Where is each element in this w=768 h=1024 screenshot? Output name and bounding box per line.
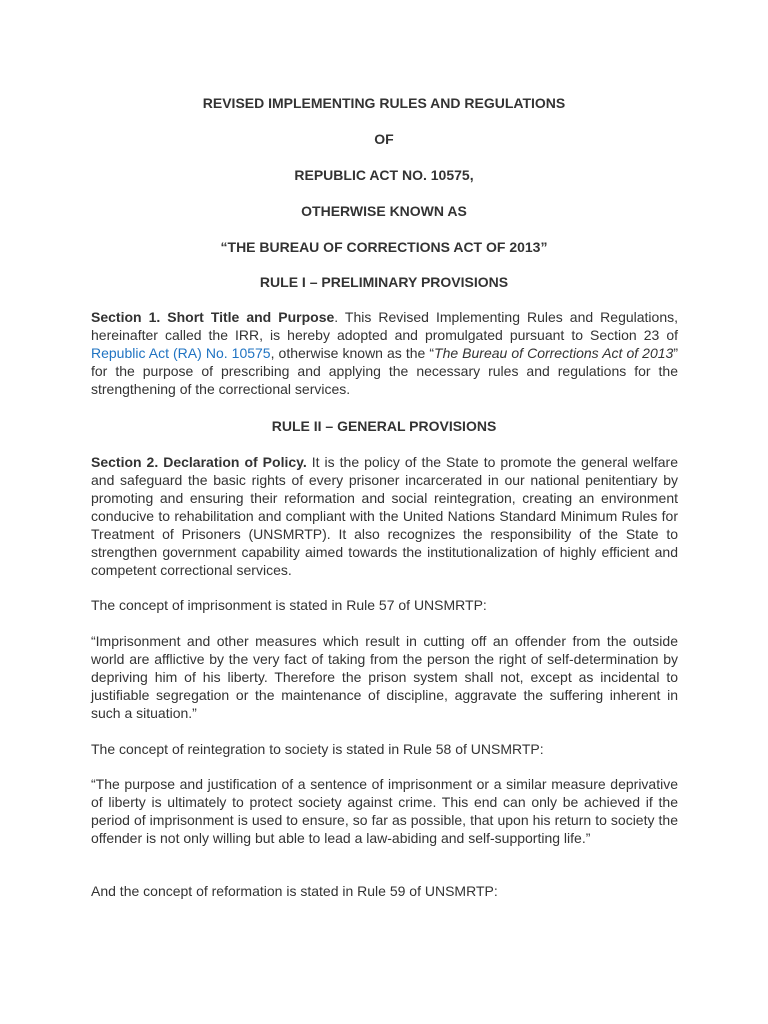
section-1-text-b: , otherwise known as the “ bbox=[270, 345, 435, 361]
section-2-text: It is the policy of the State to promote the general welfare and safeguard the basic rights of every prisoner incarcerated in our national penitentiary by promoting and ensuring their reformation and social reintegration, creating an environment conducive to rehabilitation and compliant with the United Nations Standard Minimum Rules for Treatment of Prisoners (UNSMRTP). It also recognizes the responsibility of the State to strengthen government capability aimed towards the institutionalization of highly efficient and competent correctional services. bbox=[91, 454, 679, 578]
title-line-3: REPUBLIC ACT NO. 10575, bbox=[294, 167, 474, 183]
rule-1-heading: RULE I – PRELIMINARY PROVISIONS bbox=[259, 274, 509, 290]
rule-2-heading: RULE II – GENERAL PROVISIONS bbox=[271, 418, 497, 434]
section-1-act-name: The Bureau of Corrections Act of 2013 bbox=[434, 345, 674, 361]
title-line-1: REVISED IMPLEMENTING RULES AND REGULATIONS bbox=[202, 95, 566, 111]
title-line-4: OTHERWISE KNOWN AS bbox=[301, 203, 467, 219]
reformation-intro: And the concept of reformation is stated in Rule 59 of UNSMRTP: bbox=[91, 883, 498, 899]
imprisonment-quote: “Imprisonment and other measures which result in cutting off an offender from the outside world are afflictive by the very fact of taking from the person the right of self-determination by depriving him of his liberty. Therefore the prison system shall not, except as incidental to justifiable segregation or the maintenance of discipline, aggravate the suffering inherent in such a situation.” bbox=[91, 633, 678, 721]
section-2-paragraph bbox=[91, 453, 678, 579]
section-1-paragraph bbox=[91, 308, 678, 398]
section-1-text-c: ” for the purpose of prescribing and applying the necessary rules and regulations for the strengthening of the correctional services. bbox=[91, 345, 679, 397]
section-1-text-a: . This Revised Implementing Rules and Regulations, hereinafter called the IRR, is hereby adopted and promulgated pursuant to Section 23 of bbox=[91, 309, 678, 343]
imprisonment-intro: The concept of imprisonment is stated in Rule 57 of UNSMRTP: bbox=[91, 597, 487, 613]
reintegration-intro: The concept of reintegration to society is stated in Rule 58 of UNSMRTP: bbox=[91, 741, 544, 757]
title-line-5: “THE BUREAU OF CORRECTIONS ACT OF 2013” bbox=[220, 239, 548, 255]
reintegration-quote: “The purpose and justification of a sentence of imprisonment or a similar measure deprivative of liberty is ultimately to protect society against crime. This end can only be achieved if the period of imprisonment is used to ensure, so far as possible, that upon his return to society the offender is not only willing but able to lead a law-abiding and self-supporting life.” bbox=[91, 776, 678, 846]
section-2-label: Section 2. Declaration of Policy. bbox=[91, 454, 307, 470]
republic-act-link[interactable]: Republic Act (RA) No. 10575 bbox=[91, 345, 271, 361]
title-line-2: OF bbox=[374, 131, 394, 147]
section-1-label: Section 1. Short Title and Purpose bbox=[91, 309, 335, 325]
